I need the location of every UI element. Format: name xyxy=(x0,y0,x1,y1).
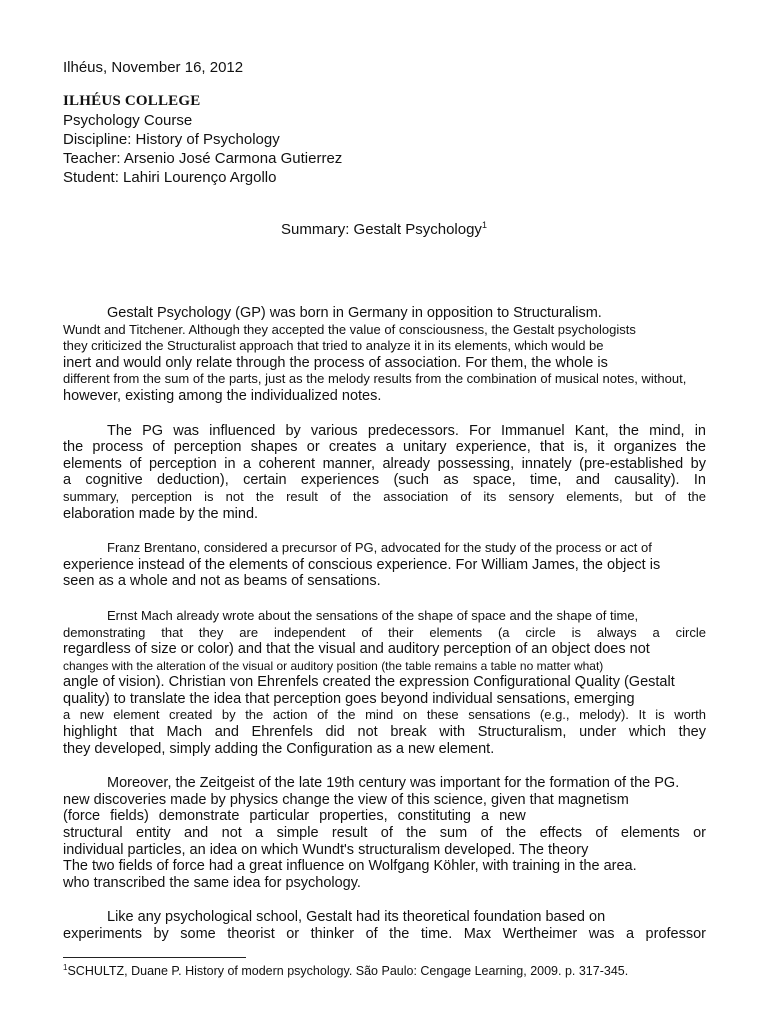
paragraph-4 xyxy=(63,608,706,757)
course-line: Psychology Course xyxy=(63,112,193,129)
text-line: new discoveries made by physics change the view of this science, given that magnetism xyxy=(63,791,629,808)
text-line: however, existing among the individualized notes. xyxy=(63,387,382,404)
footnote-text: SCHULTZ, Duane P. History of modern psychology. São Paulo: Cengage Learning, 2009. p. 317-345. xyxy=(67,964,629,979)
text-line: changes with the alteration of the visual or auditory position (the table remains a table no matter what) xyxy=(63,658,604,673)
paragraph-6 xyxy=(63,909,706,942)
text-line: demonstrating that they are independent of their elements (a circle is always a circle xyxy=(63,624,706,640)
text-line: experiments by some theorist or thinker of the time. Max Wertheimer was a professor xyxy=(63,926,706,942)
text-line: seen as a whole and not as beams of sensations. xyxy=(63,573,381,590)
text-line: they developed, simply adding the Configuration as a new element. xyxy=(63,740,495,757)
paragraph-3 xyxy=(63,540,706,590)
text-line: Franz Brentano, considered a precursor of PG, advocated for the study of the process or act of xyxy=(107,540,652,556)
text-line: who transcribed the same idea for psychology. xyxy=(63,874,361,891)
text-line: elements of perception in a coherent manner, already possessing, innately (pre-established by xyxy=(63,455,706,472)
text-line: Like any psychological school, Gestalt had its theoretical foundation based on xyxy=(107,909,606,926)
summary-title-text: Summary: Gestalt Psychology xyxy=(281,221,482,238)
text-line: elaboration made by the mind. xyxy=(63,505,259,522)
text-line: regardless of size or color) and that the visual and auditory perception of an object does not xyxy=(63,641,650,658)
footnote-divider xyxy=(63,957,246,958)
date-line: Ilhéus, November 16, 2012 xyxy=(63,59,244,76)
footnote-mark: 1 xyxy=(63,963,68,972)
text-line: experience instead of the elements of conscious experience. For William James, the object is xyxy=(63,556,661,573)
text-line: they criticized the Structuralist approach that tried to analyze it in its elements, which would be xyxy=(63,338,604,354)
text-line: a new element created by the action of the mind on these sensations (e.g., melody). It is worth xyxy=(63,707,706,723)
summary-title xyxy=(0,220,768,238)
text-line: The PG was influenced by various predecessors. For Immanuel Kant, the mind, in xyxy=(107,422,706,439)
text-line: Moreover, the Zeitgeist of the late 19th century was important for the formation of the PG. xyxy=(107,775,680,792)
text-line: (force fields) demonstrate particular properties, constituting a new xyxy=(63,808,526,825)
text-line: summary, perception is not the result of the association of its sensory elements, but of the xyxy=(63,488,706,504)
paragraph-5 xyxy=(63,775,706,891)
discipline-line: Discipline: History of Psychology xyxy=(63,131,280,148)
footnote xyxy=(63,963,628,978)
text-line: Wundt and Titchener. Although they accepted the value of consciousness, the Gestalt psychologists xyxy=(63,321,636,337)
text-line: the process of perception shapes or creates a unitary experience, that is, it organizes the xyxy=(63,439,706,456)
text-line: highlight that Mach and Ehrenfels did not break with Structuralism, under which they xyxy=(63,724,706,741)
text-line: angle of vision). Christian von Ehrenfels created the expression Configurational Quality (Gestalt xyxy=(63,674,675,691)
text-line: structural entity and not a simple result of the sum of the effects of elements or xyxy=(63,825,706,842)
college-name: ILHÉUS COLLEGE xyxy=(63,93,201,109)
text-line: inert and would only relate through the process of association. For them, the whole is xyxy=(63,354,608,371)
text-line: different from the sum of the parts, just as the melody results from the combination of musical notes, without, xyxy=(63,371,687,387)
paragraph-1 xyxy=(63,305,706,405)
student-line: Student: Lahiri Lourenço Argollo xyxy=(63,169,277,186)
footnote-marker: 1 xyxy=(481,220,487,230)
teacher-line: Teacher: Arsenio José Carmona Gutierrez xyxy=(63,150,343,167)
text-line: individual particles, an idea on which Wundt's structuralism developed. The theory xyxy=(63,841,589,858)
text-line: Gestalt Psychology (GP) was born in Germany in opposition to Structuralism. xyxy=(107,305,602,321)
body-text xyxy=(63,305,706,961)
paragraph-2 xyxy=(63,423,706,523)
text-line: Ernst Mach already wrote about the sensations of the shape of space and the shape of time, xyxy=(107,607,639,623)
text-line: a cognitive deduction), certain experiences (such as space, time, and causality). In xyxy=(63,472,706,489)
text-line: quality) to translate the idea that perception goes beyond individual sensations, emerging xyxy=(63,690,635,707)
text-line: The two fields of force had a great influence on Wolfgang Köhler, with training in the area. xyxy=(63,858,637,875)
